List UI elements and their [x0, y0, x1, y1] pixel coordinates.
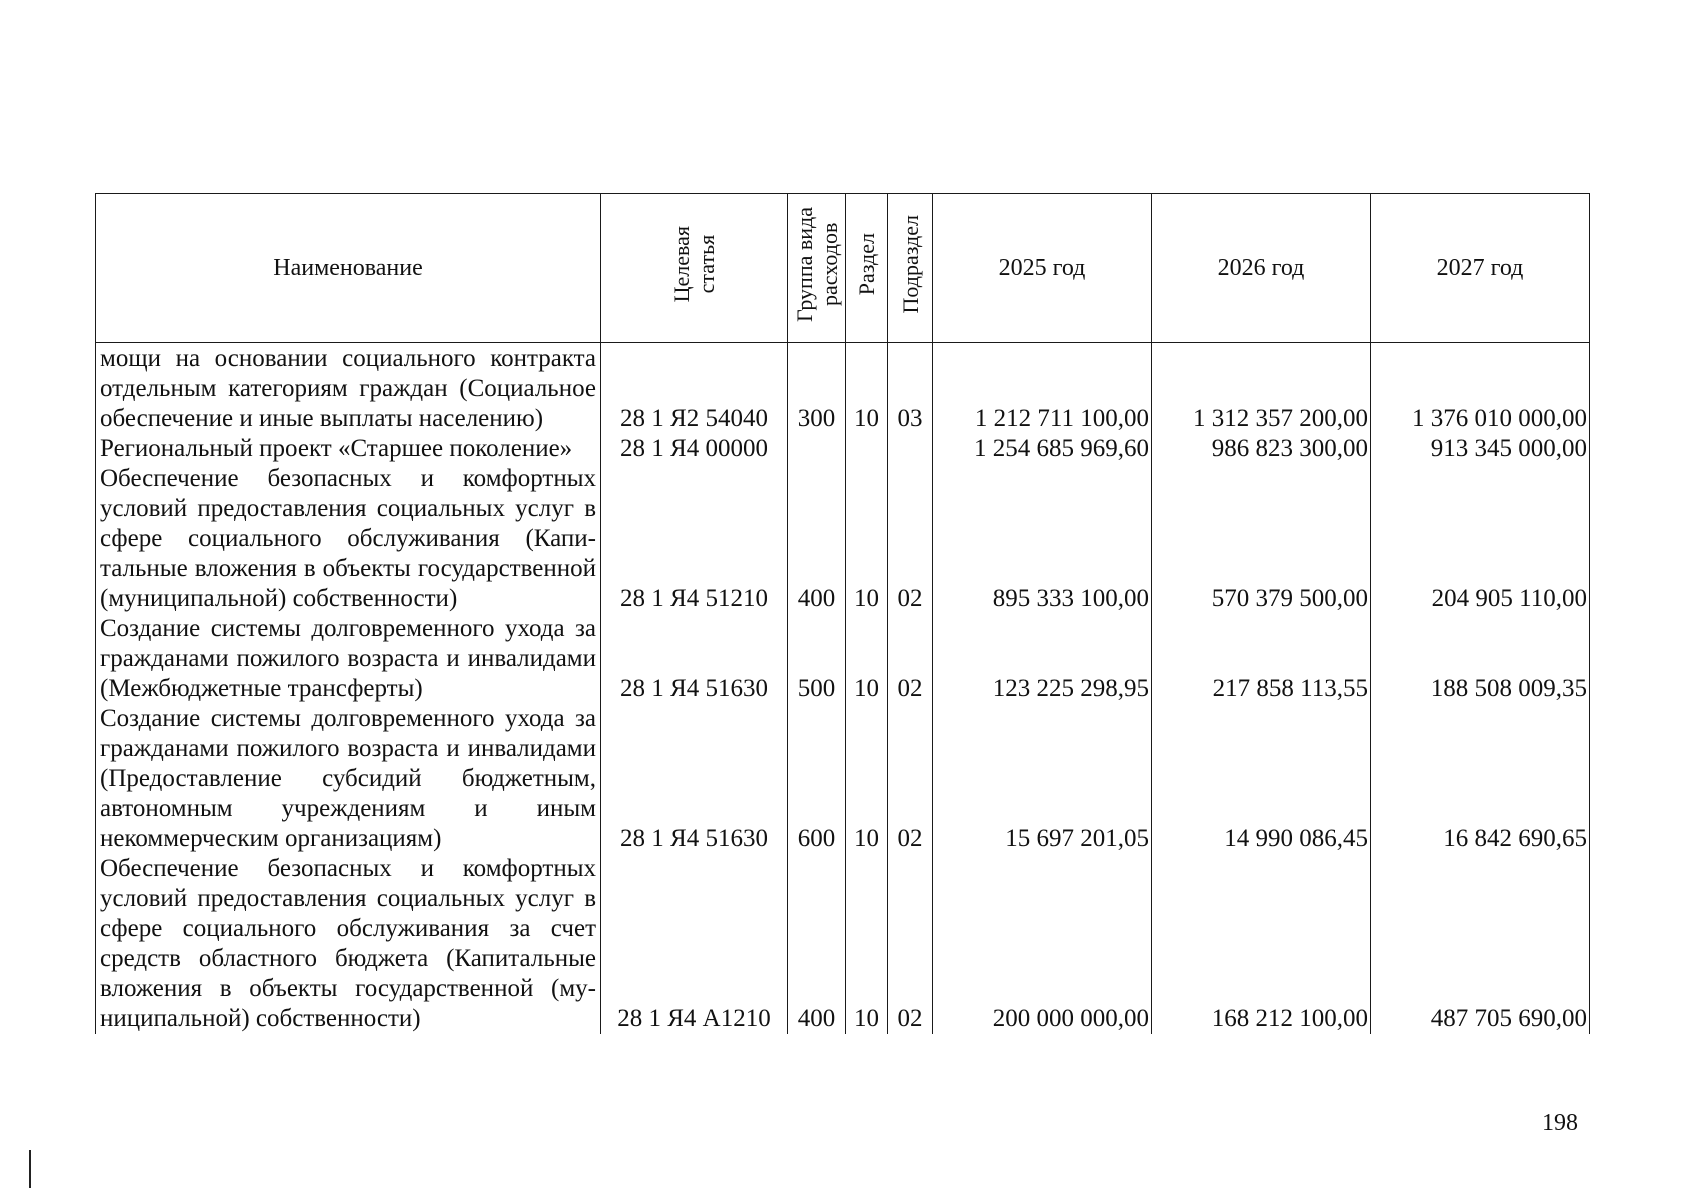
table-row	[96, 614, 1590, 704]
row-amount-2025: 1 254 685 969,60	[933, 434, 1152, 464]
header-section	[846, 194, 888, 343]
header-year-2026: 2026 год	[1152, 194, 1371, 343]
row-expense-group: 400	[788, 464, 846, 614]
table-row	[96, 464, 1590, 614]
row-section: 10	[846, 614, 888, 704]
header-subsection	[888, 194, 933, 343]
row-amount-2025: 15 697 201,05	[933, 704, 1152, 854]
row-amount-2027: 204 905 110,00	[1371, 464, 1590, 614]
row-expense-group: 300	[788, 343, 846, 435]
row-amount-2025: 200 000 000,00	[933, 854, 1152, 1034]
row-target-item: 28 1 Я4 51210	[601, 464, 788, 614]
margin-mark	[29, 1150, 31, 1188]
row-name: Создание системы долговременного ухода за гражданами пожилого возраста и инвалидами (Предоставление субсидий бюджетным, автономным учреждениям и иным некоммерческим организациям)	[96, 704, 601, 854]
row-target-item: 28 1 Я4 51630	[601, 704, 788, 854]
row-section: 10	[846, 704, 888, 854]
row-amount-2026: 14 990 086,45	[1152, 704, 1371, 854]
row-target-item: 28 1 Я4 00000	[601, 434, 788, 464]
row-subsection: 02	[888, 614, 933, 704]
row-target-item: 28 1 Я4 51630	[601, 614, 788, 704]
row-subsection	[888, 434, 933, 464]
header-target-item	[601, 194, 788, 343]
row-name: мощи на основании социального контракта отдельным категориям граждан (Социальное обеспечение и иные выплаты населению)	[96, 343, 601, 435]
table-row	[96, 434, 1590, 464]
header-expense-group-label: Группа вида расходов	[791, 206, 842, 322]
row-amount-2026: 168 212 100,00	[1152, 854, 1371, 1034]
row-target-item: 28 1 Я2 54040	[601, 343, 788, 435]
header-section-label: Раздел	[854, 232, 879, 296]
row-amount-2026: 570 379 500,00	[1152, 464, 1371, 614]
row-subsection: 02	[888, 854, 933, 1034]
table-header	[96, 194, 1590, 343]
budget-table	[95, 193, 1590, 1034]
row-section	[846, 434, 888, 464]
row-expense-group: 500	[788, 614, 846, 704]
header-target-item-label: Целевая статья	[669, 225, 719, 303]
row-expense-group	[788, 434, 846, 464]
row-section: 10	[846, 343, 888, 435]
header-subsection-label: Подраздел	[897, 214, 923, 314]
row-subsection: 02	[888, 704, 933, 854]
row-name: Обеспечение безопасных и комфортных условий предоставления социальных услуг в сфере социального обслуживания (Капитальные вложения в объекты государственной (муниципальной) собственности)	[96, 464, 601, 614]
page-number: 198	[1542, 1110, 1578, 1136]
row-amount-2026: 217 858 113,55	[1152, 614, 1371, 704]
header-name: Наименование	[96, 194, 601, 343]
row-amount-2025: 1 212 711 100,00	[933, 343, 1152, 435]
header-row	[96, 194, 1590, 343]
header-year-2027: 2027 год	[1371, 194, 1590, 343]
row-amount-2026: 1 312 357 200,00	[1152, 343, 1371, 435]
table-row	[96, 343, 1590, 435]
row-amount-2026: 986 823 300,00	[1152, 434, 1371, 464]
row-expense-group: 400	[788, 854, 846, 1034]
row-section: 10	[846, 854, 888, 1034]
row-section: 10	[846, 464, 888, 614]
row-amount-2027: 913 345 000,00	[1371, 434, 1590, 464]
table-row	[96, 854, 1590, 1034]
header-expense-group	[788, 194, 846, 343]
row-amount-2027: 1 376 010 000,00	[1371, 343, 1590, 435]
row-name: Обеспечение безопасных и комфортных условий предоставления социальных услуг в сфере социального обслуживания за счет средств областного бюджета (Капитальные вложения в объекты государственной (муниципальной) собственности)	[96, 854, 601, 1034]
row-amount-2027: 487 705 690,00	[1371, 854, 1590, 1034]
table-body	[96, 343, 1590, 1035]
table-row	[96, 704, 1590, 854]
row-subsection: 02	[888, 464, 933, 614]
row-amount-2027: 16 842 690,65	[1371, 704, 1590, 854]
row-subsection: 03	[888, 343, 933, 435]
header-year-2025: 2025 год	[933, 194, 1152, 343]
row-amount-2025: 123 225 298,95	[933, 614, 1152, 704]
row-name: Создание системы долговременного ухода за гражданами пожилого возраста и инвалидами (Межбюджетные трансферты)	[96, 614, 601, 704]
row-amount-2027: 188 508 009,35	[1371, 614, 1590, 704]
row-name: Региональный проект «Старшее поколение»	[96, 434, 601, 464]
row-amount-2025: 895 333 100,00	[933, 464, 1152, 614]
row-expense-group: 600	[788, 704, 846, 854]
row-target-item: 28 1 Я4 А1210	[601, 854, 788, 1034]
